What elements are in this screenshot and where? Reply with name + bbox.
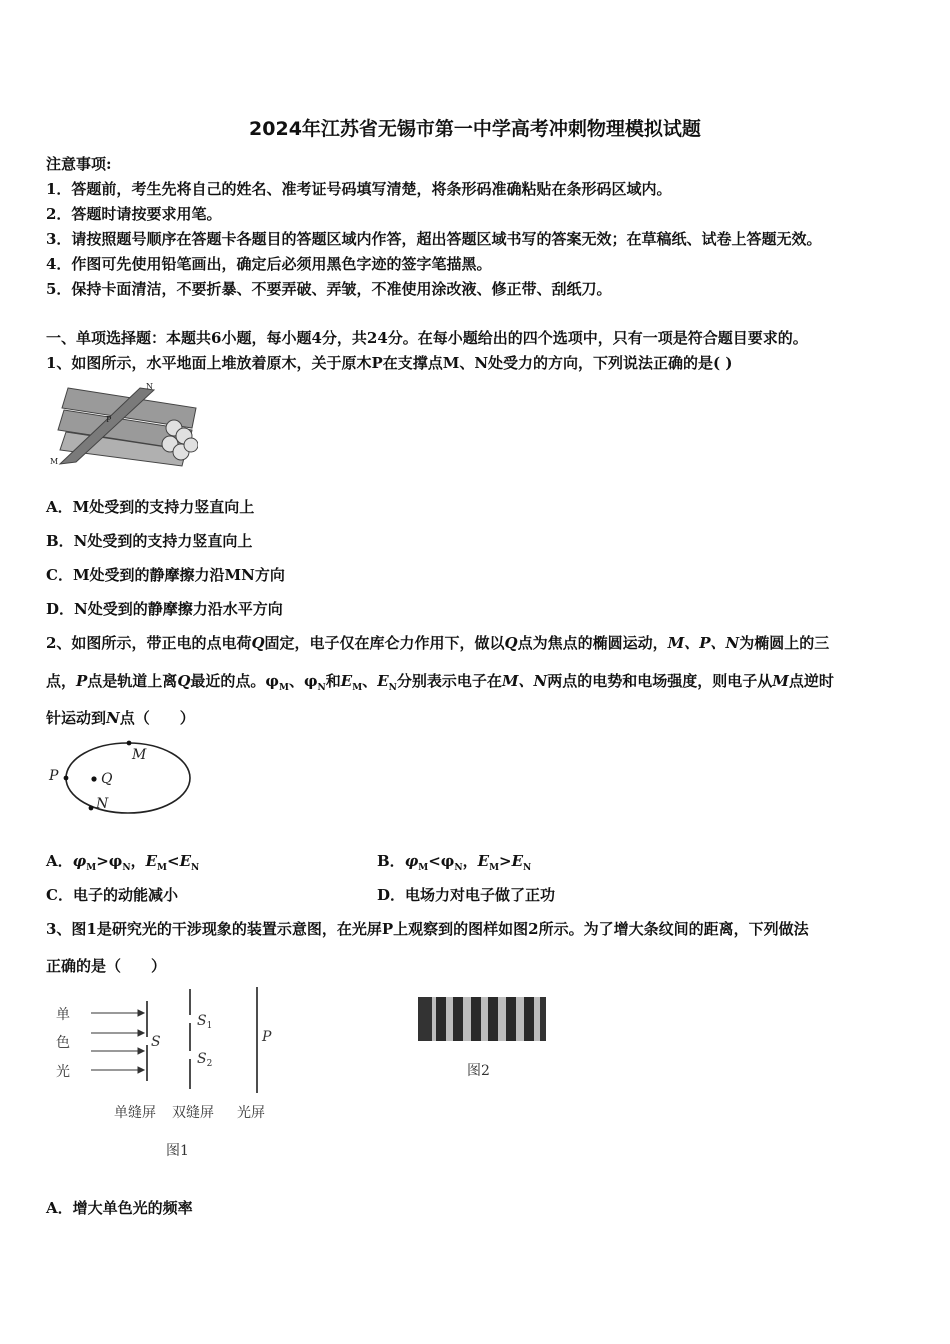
point-n bbox=[89, 806, 94, 811]
question-2-stem-line3: 针运动到N点（ ） bbox=[46, 709, 195, 727]
option-d[interactable]: D．N处受到的静摩擦力沿水平方向 bbox=[46, 600, 283, 618]
label-p: P bbox=[106, 415, 112, 424]
dark-fringe bbox=[471, 997, 481, 1041]
arrow-head bbox=[138, 1030, 144, 1036]
arrow-head bbox=[138, 1048, 144, 1054]
label-p: P bbox=[262, 1029, 272, 1045]
label-s2: $S_2$ bbox=[197, 1051, 213, 1069]
dark-fringe bbox=[506, 997, 516, 1041]
label-n: N bbox=[96, 796, 109, 812]
notice-item: 4．作图可先使用铅笔画出，确定后必须用黑色字迹的签字笔描黑。 bbox=[46, 255, 492, 273]
notice-item: 1．答题前，考生先将自己的姓名、准考证号码填写清楚，将条形码准确粘贴在条形码区域内。 bbox=[46, 180, 672, 198]
label-p: P bbox=[49, 768, 59, 784]
orbit-figure bbox=[46, 738, 196, 818]
arrow-head bbox=[138, 1067, 144, 1073]
double-slit-figure bbox=[46, 985, 286, 1165]
option-c[interactable]: C．M处受到的静摩擦力沿MN方向 bbox=[46, 566, 285, 584]
light-label-char: 光 bbox=[56, 1064, 70, 1080]
point-q bbox=[91, 776, 96, 781]
dark-fringe bbox=[436, 997, 446, 1041]
figure-1-caption: 图1 bbox=[166, 1143, 189, 1159]
notice-item: 3．请按照题号顺序在答题卡各题目的答题区域内作答，超出答题区域书写的答案无效；在草稿纸、试卷上答题无效。 bbox=[46, 230, 822, 248]
single-slit-screen-label: 单缝屏 bbox=[114, 1105, 156, 1121]
question-3-stem-line2: 正确的是（ ） bbox=[46, 957, 167, 975]
fringe-pattern-figure bbox=[418, 997, 548, 1045]
label-q: Q bbox=[101, 771, 113, 787]
label-m: M bbox=[132, 747, 147, 763]
light-label-char: 色 bbox=[56, 1035, 70, 1051]
label-n: N bbox=[146, 382, 153, 391]
question-2-stem-line2: 点，P点是轨道上离Q最近的点。$\varphi_M$、$\varphi_N$和$E_M$、$E_N$分别表示电子在M、N两点的电势和电场强度，则电子从M点逆时 bbox=[46, 672, 834, 693]
point-p bbox=[64, 776, 69, 781]
dark-fringe bbox=[453, 997, 463, 1041]
dark-fringe bbox=[524, 997, 534, 1041]
log-end bbox=[184, 438, 198, 452]
elliptical-orbit bbox=[66, 743, 190, 813]
option-b[interactable]: B．N处受到的支持力竖直向上 bbox=[46, 532, 253, 550]
option-d[interactable]: D．电场力对电子做了正功 bbox=[377, 886, 556, 904]
double-slit-screen-label: 双缝屏 bbox=[172, 1105, 214, 1121]
page-title: 2024年江苏省无锡市第一中学高考冲刺物理模拟试题 bbox=[249, 118, 701, 140]
light-label-char: 单 bbox=[56, 1007, 70, 1023]
label-s: S bbox=[151, 1034, 161, 1050]
question-1-stem: 1、如图所示，水平地面上堆放着原木，关于原木P在支撑点M、N处受力的方向，下列说法正确的是( ) bbox=[46, 354, 733, 372]
label-s1: $S_1$ bbox=[197, 1013, 213, 1031]
logs-figure bbox=[46, 380, 198, 470]
dark-fringe bbox=[418, 997, 432, 1041]
figure-2-caption: 图2 bbox=[467, 1063, 490, 1079]
notice-item: 2．答题时请按要求用笔。 bbox=[46, 205, 222, 223]
option-a[interactable]: A．$\varphi_M>\varphi_N$，$E_M<E_N$ bbox=[46, 852, 200, 873]
dark-fringe bbox=[488, 997, 498, 1041]
dark-fringe bbox=[540, 997, 546, 1041]
point-m bbox=[127, 741, 132, 746]
label-m: M bbox=[50, 457, 59, 466]
question-2-stem-line1: 2、如图所示，带正电的点电荷Q固定，电子仅在库仑力作用下，做以Q点为焦点的椭圆运动，M、P、N为椭圆上的三 bbox=[46, 634, 830, 652]
option-b[interactable]: B．$\varphi_M<\varphi_N$，$E_M>E_N$ bbox=[377, 852, 532, 873]
option-a[interactable]: A．M处受到的支持力竖直向上 bbox=[46, 498, 255, 516]
option-c[interactable]: C．电子的动能减小 bbox=[46, 886, 178, 904]
question-3-stem-line1: 3、图1是研究光的干涉现象的装置示意图，在光屏P上观察到的图样如图2所示。为了增大条纹间的距离，下列做法 bbox=[46, 920, 809, 938]
notice-item: 5．保持卡面清洁，不要折暴、不要弄破、弄皱，不准使用涂改液、修正带、刮纸刀。 bbox=[46, 280, 612, 298]
option-a[interactable]: A．增大单色光的频率 bbox=[46, 1199, 193, 1217]
notice-heading: 注意事项: bbox=[46, 155, 112, 173]
section-heading: 一、单项选择题：本题共6小题，每小题4分，共24分。在每小题给出的四个选项中，只有一项是符合题目要求的。 bbox=[46, 329, 808, 347]
light-screen-label: 光屏 bbox=[237, 1105, 265, 1121]
arrow-head bbox=[138, 1010, 144, 1016]
